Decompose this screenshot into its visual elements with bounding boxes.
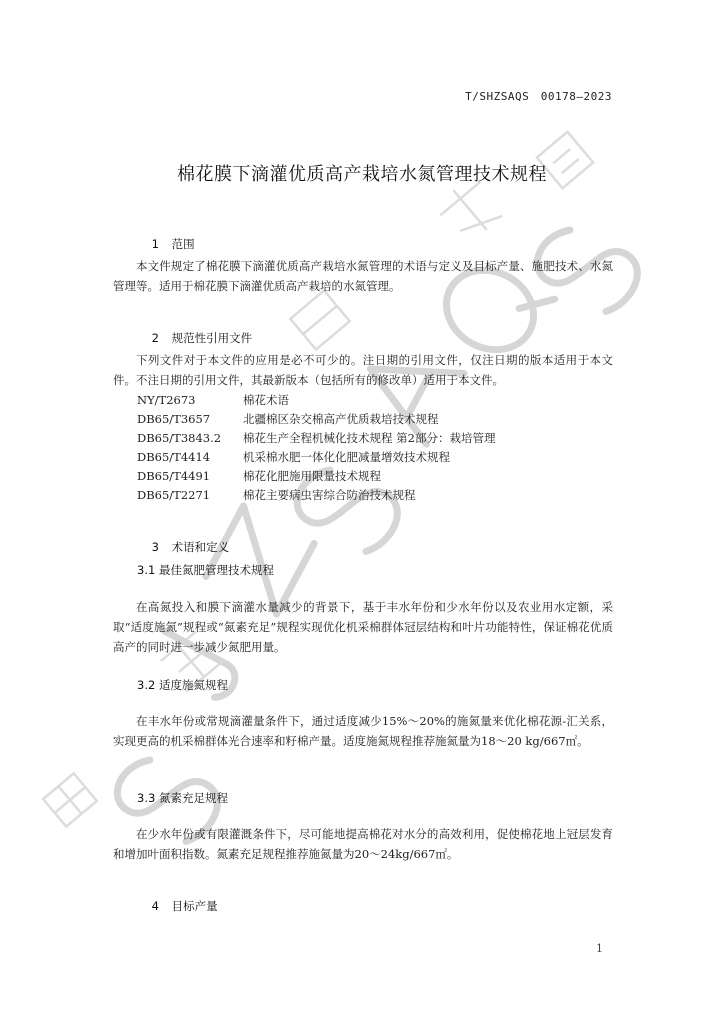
section-number: 1 — [151, 237, 159, 251]
section-1-paragraph: 本文件规定了棉花膜下滴灌优质高产栽培水氮管理的术语与定义及目标产量、施肥技术、水氮管理等。适用于棉花膜下滴灌优质高产栽培的水氮管理。 — [113, 259, 613, 293]
section-number: 4 — [151, 899, 159, 913]
section-number: 3 — [151, 540, 159, 554]
subsection-3-1-heading: 3.1 最佳氮肥管理技术规程 — [137, 563, 274, 577]
reference-row — [137, 411, 439, 427]
reference-title: 北疆棉区杂交棉高产优质栽培技术规程 — [243, 412, 439, 426]
subsection-3-2-heading: 3.2 适度施氮规程 — [137, 678, 228, 692]
reference-row — [137, 430, 495, 446]
document-title: 棉花膜下滴灌优质高产栽培水氮管理技术规程 — [177, 164, 547, 185]
page-number: 1 — [596, 942, 603, 955]
reference-row — [137, 487, 416, 503]
subsection-3-1-paragraph: 在高氮投入和膜下滴灌水量减少的背景下，基于丰水年份和少水年份以及农业用水定额，采取“适度施氮”规程或“氮素充足”规程实现优化机采棉群体冠层结构和叶片功能特性，保证棉花优质高产的同时进一步减少氮肥用量。 — [113, 600, 613, 654]
reference-title: 棉花生产全程机械化技术规程 第2部分：栽培管理 — [243, 431, 496, 445]
reference-code: DB65/T4414 — [137, 450, 211, 464]
section-title: 范围 — [171, 237, 195, 251]
reference-title: 机采棉水肥一体化化肥减量增效技术规程 — [243, 450, 450, 464]
reference-code: DB65/T2271 — [137, 488, 211, 502]
section-number: 2 — [151, 331, 159, 345]
section-title: 规范性引用文件 — [171, 331, 253, 345]
reference-code: DB65/T3657 — [137, 412, 211, 426]
subsection-3-2-paragraph: 在丰水年份或常规滴灌量条件下，通过适度减少15%～20%的施氮量来优化棉花源-汇关系，实现更高的机采棉群体光合速率和籽棉产量。适度施氮规程推荐施氮量为18～20 kg/667㎡。 — [113, 714, 613, 748]
reference-code: DB65/T3843.2 — [137, 431, 222, 445]
reference-title: 棉花主要病虫害综合防治技术规程 — [243, 488, 416, 502]
standard-code: T/SHZSAQS 00178—2023 — [465, 90, 612, 103]
reference-row — [137, 392, 289, 408]
reference-code: NY/T2673 — [137, 393, 196, 407]
reference-title: 棉花化肥施用限量技术规程 — [243, 469, 381, 483]
reference-code: DB65/T4491 — [137, 469, 211, 483]
section-4-heading — [137, 884, 218, 928]
reference-title: 棉花术语 — [243, 393, 289, 407]
section-2-paragraph: 下列文件对于本文件的应用是必不可少的。注日期的引用文件，仅注日期的版本适用于本文件。不注日期的引用文件，其最新版本（包括所有的修改单）适用于本文件。 — [113, 353, 613, 387]
section-title: 术语和定义 — [171, 540, 230, 554]
reference-row — [137, 449, 450, 465]
subsection-3-3-paragraph: 在少水年份或有限灌溉条件下，尽可能地提高棉花对水分的高效利用，促使棉花地上冠层发育和增加叶面积指数。氮素充足规程推荐施氮量为20～24kg/667㎡。 — [113, 827, 613, 861]
reference-row — [137, 468, 381, 484]
subsection-3-3-heading: 3.3 氮素充足规程 — [137, 791, 228, 805]
section-title: 目标产量 — [171, 899, 218, 913]
